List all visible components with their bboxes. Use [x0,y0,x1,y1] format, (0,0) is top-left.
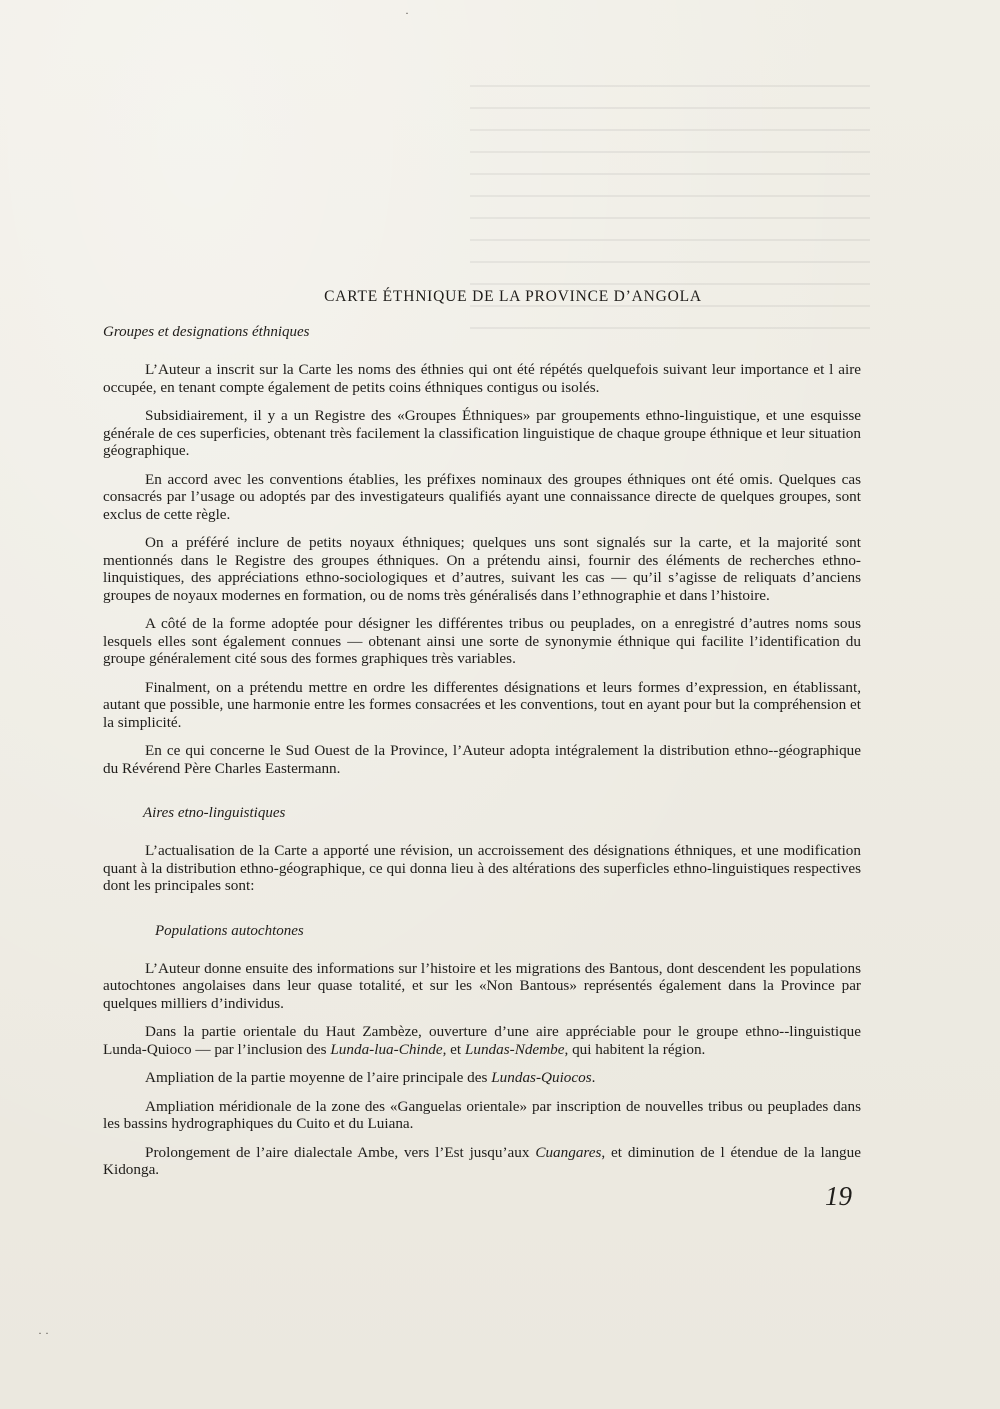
paragraph-zambeze [103,1023,861,1058]
paragraph: Finalment, on a prétendu mettre en ordre les differentes désignations et leurs formes d’expression, en établissant, autant que possible, une harmonie entre les formes consacrées et les conventions, tout en ayant pour but la compréhension et la simplicité. [103,678,861,731]
document-title: CARTE ÉTHNIQUE DE LA PROVINCE D’ANGOLA [324,288,702,305]
text-run: Prolongement de l’aire dialectale Ambe, vers l’Est jusqu’aux [145,1143,536,1161]
ethnic-name: Lundas-Quiocos [491,1069,592,1086]
ethnic-name: Lundas-Ndembe [464,1040,565,1058]
speck-mark: · [405,6,409,20]
text-run: Dans la partie orientale du Haut Zambèze, ouverture d’une aire appréciable pour le groupe ethno--linguistique Lunda-Quioco — par l’inclusion des [103,1023,861,1058]
paragraph: A côté de la forme adoptée pour désigner les différentes tribus ou peuplades, on a enregistré d’autres noms sous lesquels elles sont également connues — obtenant ainsi une sorte de synonymie éthnique qui facilite l’identification du groupe généralement cité sous des formes graphiques très variables. [103,615,861,667]
paragraph: Subsidiairement, il y a un Registre des «Groupes Éthniques» par groupements ethno-linguistique, et une esquisse générale de ces superficies, obtenant très facilement la classification linguistique de chaque groupe éthnique et leur situation géographique. [103,407,861,459]
section-heading-aires: Aires etno-linguistiques [143,805,286,821]
page-number: 19 [825,1181,852,1211]
ethnic-name: Lunda-lua-Chinde [330,1040,443,1058]
paragraph: En ce qui concerne le Sud Ouest de la Province, l’Auteur adopta intégralement la distribution ethno--géographique du Révérend Père Charles Eastermann. [103,742,861,777]
paragraph: L’actualisation de la Carte a apporté une révision, un accroissement des désignations éthniques, et une modification quant à la distribution ethno-géographique, ce qui donna lieu à des altérations des superficles ethno-linguistiques respectives dont les principales sont: [103,842,861,894]
paragraph-ampliation [103,1069,861,1087]
paragraph: En accord avec les conventions établies, les préfixes nominaux des groupes éthniques ont été omis. Quelques cas consacrés par l’usage ou adoptés par des investigateurs qualifiés ayant une connaissance directe de quelques groupes, sont exclus de cette règle. [103,470,861,523]
text-run: . [591,1069,596,1086]
document-body [103,288,861,1190]
paragraph: L’Auteur a inscrit sur la Carte les noms des éthnies qui ont été répétés quelquefois suivant leur importance et l aire occupée, en tenant compte également de petits coins éthniques contigus ou isolés. [103,361,861,396]
text-run: Ampliation de la partie moyenne de l’aire principale des [145,1069,492,1086]
paragraph: On a préféré inclure de petits noyaux éthniques; quelques uns sont signalés sur la carte, et la majorité sont mentionnés dans le Registre des groupes éthniques. On a prétendu ainsi, fournir des éléments de recherches ethno-linquistiques, des appréciations ethno-sociologiques et d’autres, suivant les cas — qu’il s’agisse de reliquats d’anciens groupes de noyaux modernes en formation, ou de noms très généralisés dans l’ethnographie et dans l’histoire. [103,534,861,604]
paragraph-prolongement [103,1144,861,1179]
ethnic-name: Cuangares [535,1143,602,1161]
margin-mark: · · [38,1326,49,1340]
text-run: , et diminution de l étendue de la langue Kidonga. [103,1143,861,1178]
text-run: , et [442,1040,465,1058]
section-heading-populations: Populations autochtones [155,922,304,939]
paragraph: L’Auteur donne ensuite des informations sur l’histoire et les migrations des Bantous, dont descendent les populations autochtones angolaises dans leur quase totalité, et sur les «Non Bantous» représentés également dans la Province par quelques milliers d’individus. [103,959,861,1012]
text-run: , qui habitent la région. [564,1040,706,1058]
section-heading-groupes: Groupes et designations éthniques [103,324,310,340]
paragraph-meridionale: Ampliation méridionale de la zone des «Ganguelas orientale» par inscription de nouvelles tribus ou peuplades dans les bassins hydrographiques du Cuito et du Luiana. [103,1097,861,1132]
